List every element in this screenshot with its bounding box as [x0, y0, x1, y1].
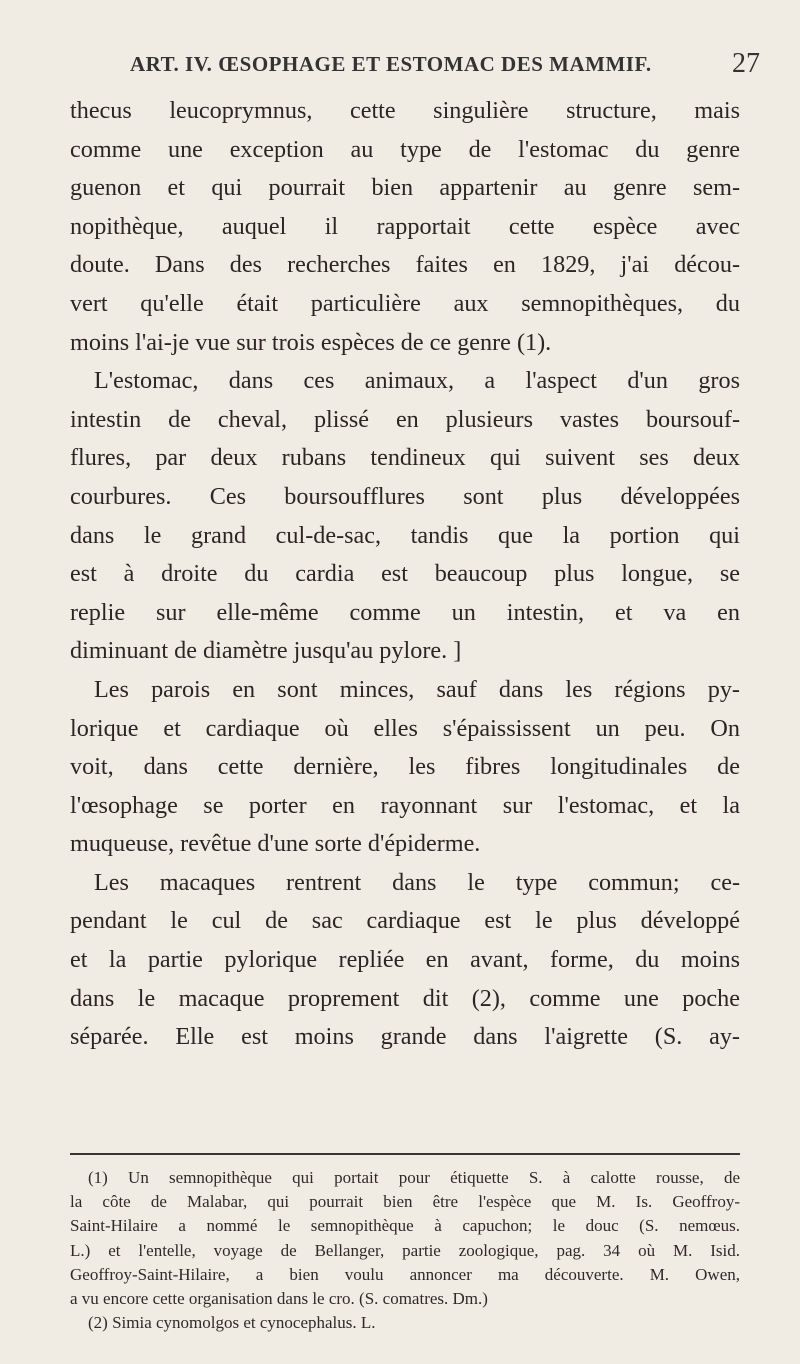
main-text [70, 92, 740, 1057]
footnote-divider [70, 1153, 740, 1155]
footnote-line: L.) et l'entelle, voyage de Bellanger, partie zoologique, pag. 34 où M. Isid. [70, 1240, 740, 1260]
text-line: nopithèque, auquel il rapportait cette espèce avec [70, 212, 740, 240]
text-line: dans le grand cul-de-sac, tandis que la portion qui [70, 521, 740, 549]
text-line: moins l'ai-je vue sur trois espèces de ce genre (1). [70, 328, 552, 356]
footnote-line: la côte de Malabar, qui pourrait bien être l'espèce que M. Is. Geoffroy- [70, 1192, 740, 1212]
text-line: lorique et cardiaque où elles s'épaississent un peu. On [70, 714, 740, 742]
text-line: Les parois en sont minces, sauf dans les régions py- [94, 675, 740, 703]
page-number: 27 [732, 48, 760, 79]
text-line: séparée. Elle est moins grande dans l'aigrette (S. ay- [70, 1023, 740, 1051]
footnote-line: (2) Simia cynomolgos et cynocephalus. L. [88, 1313, 376, 1333]
text-line: pendant le cul de sac cardiaque est le plus développé [70, 907, 740, 935]
text-line: muqueuse, revêtue d'une sorte d'épiderme. [70, 830, 481, 858]
text-line: Les macaques rentrent dans le type commun; ce- [94, 868, 740, 896]
text-line: l'œsophage se porter en rayonnant sur l'estomac, et la [70, 791, 740, 819]
text-line: vert qu'elle était particulière aux semnopithèques, du [70, 289, 740, 317]
text-line: intestin de cheval, plissé en plusieurs vastes boursouf- [70, 405, 740, 433]
text-line: est à droite du cardia est beaucoup plus longue, se [70, 560, 740, 588]
text-line: dans le macaque proprement dit (2), comme une poche [70, 984, 740, 1012]
text-line: courbures. Ces boursoufflures sont plus développées [70, 482, 740, 510]
footnote-line: (1) Un semnopithèque qui portait pour étiquette S. à calotte rousse, de [88, 1168, 740, 1187]
footnote-line: a vu encore cette organisation dans le cro. (S. comatres. Dm.) [70, 1288, 488, 1308]
text-line: comme une exception au type de l'estomac du genre [70, 135, 740, 163]
footnote-line: Geoffroy-Saint-Hilaire, a bien voulu annoncer ma découverte. M. Owen, [70, 1264, 740, 1284]
text-line: L'estomac, dans ces animaux, a l'aspect d'un gros [94, 367, 740, 395]
text-line: diminuant de diamètre jusqu'au pylore. ] [70, 637, 462, 665]
text-line: replie sur elle-même comme un intestin, et va en [70, 598, 740, 626]
text-line: et la partie pylorique repliée en avant, forme, du moins [70, 946, 740, 974]
text-line: thecus leucoprymnus, cette singulière structure, mais [70, 97, 740, 124]
footnote-line: Saint-Hilaire a nommé le semnopithèque à capuchon; le douc (S. nemœus. [70, 1216, 740, 1236]
text-line: voit, dans cette dernière, les fibres longitudinales de [70, 753, 740, 781]
text-line: flures, par deux rubans tendineux qui suivent ses deux [70, 444, 740, 472]
page-header [0, 46, 800, 80]
text-line: doute. Dans des recherches faites en 1829, j'ai décou- [70, 251, 740, 279]
footnotes [70, 1166, 740, 1335]
running-title: ART. IV. ŒSOPHAGE ET ESTOMAC DES MAMMIF. [130, 52, 652, 76]
text-line: guenon et qui pourrait bien appartenir au genre sem- [70, 174, 740, 202]
